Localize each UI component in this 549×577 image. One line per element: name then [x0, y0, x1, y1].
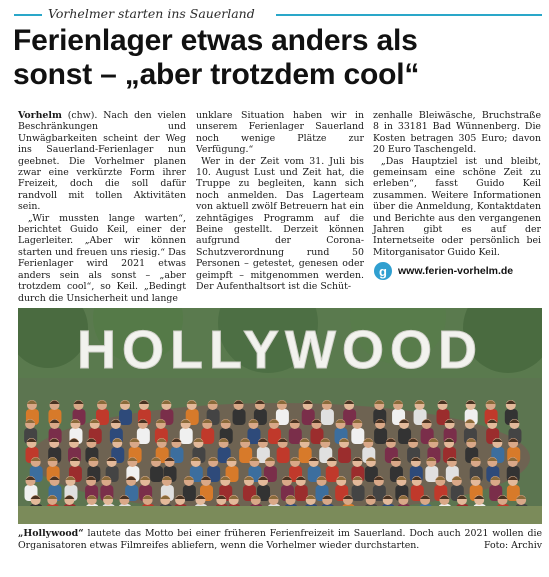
dateline: Vorhelm [18, 110, 62, 121]
photo-caption [18, 528, 542, 551]
paragraph [196, 156, 364, 293]
article-column-3 [373, 110, 541, 258]
caption-text: lautete das Motto bei einer früheren Ferienfreizeit im Sauerland. Doch auch 2021 wollen die Organisatoren etwas Filmreifes abliefern, wenn die Vorhelmer wieder durchstarten. [18, 528, 542, 551]
headline [13, 24, 543, 92]
kicker-rule-right [276, 14, 542, 16]
paragraph-text: „Wir mussten lange warten“, berichtet Guido Keil, einer der Lagerleiter. „Aber wir können starten und freuen uns riesig.“ Das Ferienlager wird 2021 etwas anders sein als sonst – „aber trotzdem cool“, so Keil. „Bedingt durch die Unsicherheit und lange [18, 212, 186, 304]
kicker-rule-left [14, 14, 42, 16]
kicker: Vorhelmer starten ins Sauerland [48, 6, 255, 21]
paragraph [18, 110, 186, 213]
hollywood-sign: HOLLYWOOD [76, 320, 484, 380]
g-logo-icon: g [374, 262, 392, 280]
caption-lead: „Hollywood“ [18, 528, 84, 539]
article-column-1 [18, 110, 186, 304]
paragraph-text: Wer in der Zeit vom 31. Juli bis 10. August Lust und Zeit hat, die Truppe zu begleiten, kann sich noch anmelden. Das Lagerteam von aktuell zwölf Betreuern hat ein zehntägiges Programm auf die Beine gestellt. Derzeit können aufgrund der Corona-Schutzverordnung rund 50 Personen – getestet, genesen oder geimpft – mitgenommen werden. Der Aufenthaltsort ist die Schüt- [196, 155, 364, 293]
group-photo [18, 308, 542, 524]
website-reference [374, 262, 513, 280]
headline-line-2: sonst – „aber trotzdem cool“ [13, 58, 420, 91]
paragraph [18, 213, 186, 304]
paragraph-text: „Das Hauptziel ist und bleibt, gemeinsam eine schöne Zeit zu erleben“, fasst Guido Keil zusammen. Weitere Informationen über die Anmeldung, Kontaktdaten und Berichte aus den vergangenen Jahren gibt es auf der Internetseite oder persönlich bei Mitorganisator Guido Keil. [373, 155, 541, 258]
headline-line-1: Ferienlager etwas anders als [13, 24, 418, 57]
website-link[interactable]: www.ferien-vorhelm.de [398, 265, 514, 277]
article-column-2 [196, 110, 364, 293]
group-photo-illustration [18, 308, 542, 524]
kicker-bar [14, 5, 542, 23]
paragraph: zenhalle Bleiwäsche, Bruchstraße 8 in 33181 Bad Wünnenberg. Die Kosten betragen 305 Euro; davon 20 Euro Taschengeld. [373, 110, 541, 156]
paragraph: unklare Situation haben wir in unserem Ferienlager Sauerland noch wenige Plätze zur Verfügung.“ [196, 110, 364, 156]
paragraph [373, 156, 541, 259]
paragraph-text: (chw). Nach den vielen Beschränkungen und Unwägbarkeiten scheint der Weg ins Sauerland-Ferienlager nun geebnet. Die Vorhelmer planen zwar eine verkürzte Form ihrer Freizeit, doch die soll dafür randvoll mit tollen Aktivitäten sein. [18, 110, 186, 213]
photo-credit: Foto: Archiv [483, 539, 542, 551]
